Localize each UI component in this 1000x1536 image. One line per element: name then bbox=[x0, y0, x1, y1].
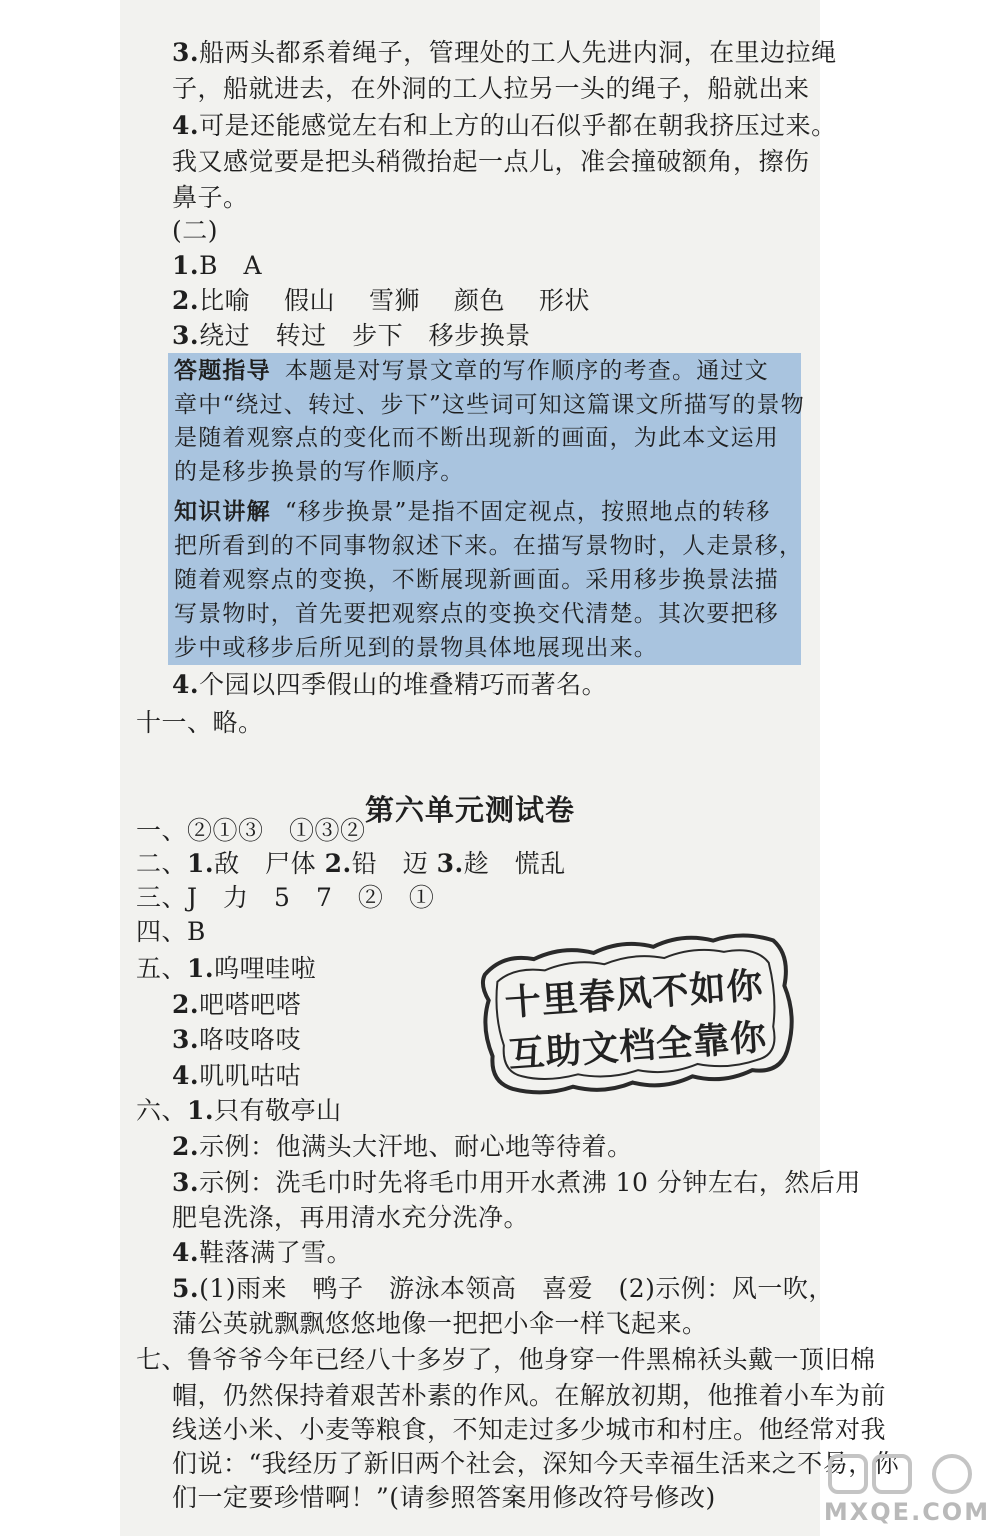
item-number: 4. bbox=[172, 1238, 200, 1267]
guide-tag: 答题指导 bbox=[174, 358, 271, 384]
item-text: 蒲公英就飘飘悠悠地像一把把小伞一样飞起来。 bbox=[172, 1309, 708, 1338]
question-mark: 六、 bbox=[136, 1096, 188, 1125]
guide-line bbox=[174, 355, 769, 388]
answer-line bbox=[172, 1379, 886, 1413]
guide-text: 章中“绕过、转过、步下”这些词可知这篇课文所描写的景物 bbox=[174, 392, 805, 418]
watermark-icon bbox=[822, 1450, 992, 1500]
item-number: 3. bbox=[172, 321, 200, 350]
item-text: 鲁爷爷今年已经八十多岁了，他身穿一件黑棉袄头戴一顶旧棉 bbox=[187, 1345, 876, 1374]
knowledge-text: 把所看到的不同事物叙述下来。在描写景物时，人走景移， bbox=[174, 533, 804, 559]
question-mark: 四、 bbox=[136, 917, 188, 946]
answer-line bbox=[172, 1166, 861, 1200]
item-text: 呜哩哇啦 bbox=[214, 954, 317, 983]
guide-line bbox=[174, 456, 464, 489]
item-text: 叽叽咕咕 bbox=[199, 1061, 302, 1090]
answer-line bbox=[136, 881, 434, 915]
guide-line bbox=[174, 389, 805, 422]
item-text: 敌 尸体 bbox=[214, 849, 325, 878]
item-number: 5. bbox=[172, 1274, 200, 1303]
item-text: 可是还能感觉左右和上方的山石似乎都在朝我挤压过来。 bbox=[199, 111, 837, 140]
knowledge-line bbox=[174, 496, 771, 529]
knowledge-text: 随着观察点的变换，不断展现新画面。采用移步换景法描 bbox=[174, 567, 779, 593]
item-text: 绕过 转过 步下 移步换景 bbox=[199, 321, 531, 350]
part-two-item bbox=[172, 249, 262, 283]
item-number: 2. bbox=[172, 1132, 200, 1161]
item-text: 船两头都系着绳子，管理处的工人先进内洞，在里边拉绳 bbox=[199, 38, 837, 67]
guide-text: 本题是对写景文章的写作顺序的考查。通过文 bbox=[284, 358, 769, 384]
item-text: 们一定要珍惜啊！”(请参照答案用修改符号修改) bbox=[172, 1483, 716, 1512]
item-text: B A bbox=[199, 251, 263, 280]
answer-line bbox=[136, 1094, 342, 1128]
answer-line bbox=[172, 1447, 899, 1481]
guide-text: 是随着观察点的变化而不断出现新的画面，为此本文运用 bbox=[174, 425, 779, 451]
item-text: 吧嗒吧嗒 bbox=[199, 990, 302, 1019]
item-text: 示例：他满头大汗地、耐心地等待着。 bbox=[199, 1132, 633, 1161]
item-4: 4.个园以四季假山的堆叠精巧而著名。 bbox=[172, 670, 608, 699]
item-text: 咯吱咯吱 bbox=[199, 1025, 302, 1054]
question-mark: 五、 bbox=[136, 954, 188, 983]
knowledge-text: “移步换景”是指不固定视点，按照地点的转移 bbox=[284, 499, 771, 525]
answer-line bbox=[136, 1343, 876, 1377]
upper-line bbox=[172, 181, 249, 215]
knowledge-text: 步中或移步后所见到的景物具体地展现出来。 bbox=[174, 635, 658, 661]
upper-line bbox=[172, 36, 837, 70]
question-mark: 七、 bbox=[136, 1345, 188, 1374]
item-number: 2. bbox=[172, 990, 200, 1019]
watermark-text: MXQE.COM bbox=[823, 1498, 991, 1526]
watermark-logo bbox=[822, 1450, 992, 1530]
answer-line bbox=[172, 1236, 352, 1270]
knowledge-text: 写景物时，首先要把观察点的变换交代清楚。其次要把移 bbox=[174, 601, 779, 627]
knowledge-line bbox=[174, 598, 779, 631]
section-title: 第六单元测试卷 bbox=[364, 793, 575, 827]
knowledge-line bbox=[174, 530, 803, 563]
item-text: 们说：“我经历了新旧两个社会，深知今天幸福生活来之不易，你 bbox=[172, 1449, 900, 1478]
item-number: 3. bbox=[172, 1168, 200, 1197]
item-text: 只有敬亭山 bbox=[214, 1096, 342, 1125]
answer-line bbox=[136, 814, 366, 848]
upper-line bbox=[172, 145, 810, 179]
answer-line bbox=[172, 1130, 633, 1164]
item-number: 2. bbox=[324, 849, 352, 878]
answer-line bbox=[172, 1481, 716, 1515]
item-text: 趁 慌乱 bbox=[463, 849, 566, 878]
question-mark: 二、 bbox=[136, 849, 188, 878]
item-number: 1. bbox=[187, 954, 215, 983]
part-two-item bbox=[172, 319, 531, 353]
guide-line bbox=[174, 422, 779, 455]
part-two-header bbox=[172, 214, 218, 248]
question-mark: 一、 bbox=[136, 816, 188, 845]
upper-line bbox=[172, 109, 837, 143]
knowledge-line bbox=[174, 564, 779, 597]
item-text: 我又感觉要是把头稍微抬起一点儿，准会撞破额角，擦伤 bbox=[172, 147, 810, 176]
knowledge-tag: 知识讲解 bbox=[174, 499, 271, 525]
item-11: 十一、略。 bbox=[136, 708, 264, 737]
item-number: 3. bbox=[436, 849, 464, 878]
answer-line bbox=[172, 1059, 301, 1093]
item-text: (1)雨来 鸭子 游泳本领高 喜爱 (2)示例：风一吹， bbox=[199, 1274, 834, 1303]
item-number: 1. bbox=[187, 1096, 215, 1125]
part-header: (二) bbox=[172, 216, 219, 245]
stamp-line-1: 十里春风不如你 bbox=[503, 965, 765, 1025]
stamp-line-2: 互助文档全靠你 bbox=[507, 1017, 769, 1077]
item-text: 线送小米、小麦等粮食，不知走过多少城市和村庄。他经常对我 bbox=[172, 1415, 887, 1444]
answer-line bbox=[136, 847, 566, 881]
item-text: 比喻 假山 雪狮 颜色 形状 bbox=[199, 286, 590, 315]
question-mark: 三、 bbox=[136, 883, 188, 912]
item-number: 2. bbox=[172, 286, 200, 315]
stamp bbox=[473, 925, 803, 1103]
knowledge-line bbox=[174, 632, 658, 665]
item-text: 铅 迈 bbox=[351, 849, 437, 878]
item-number: 4. bbox=[172, 1061, 200, 1090]
item-number: 4. bbox=[172, 111, 200, 140]
item-text: 鞋落满了雪。 bbox=[199, 1238, 353, 1267]
answer-line bbox=[172, 1201, 529, 1235]
answer-line bbox=[172, 1307, 708, 1341]
answer-line bbox=[172, 988, 301, 1022]
part-two-item bbox=[172, 284, 590, 318]
item-number: 1. bbox=[172, 251, 200, 280]
item-text: ②①③ ①③② bbox=[187, 816, 366, 845]
answer-line bbox=[172, 1413, 886, 1447]
item-text: J 力 5 7 ② ① bbox=[187, 883, 435, 912]
item-text: 帽，仍然保持着艰苦朴素的作风。在解放初期，他推着小车为前 bbox=[172, 1381, 887, 1410]
answer-line bbox=[136, 952, 316, 986]
item-text: B bbox=[187, 917, 206, 946]
item-text: 鼻子。 bbox=[172, 183, 249, 212]
item-number: 3. bbox=[172, 38, 200, 67]
item-number: 1. bbox=[187, 849, 215, 878]
answer-line bbox=[136, 915, 206, 949]
upper-line bbox=[172, 72, 810, 106]
answer-line bbox=[172, 1023, 301, 1057]
answer-line bbox=[172, 1272, 834, 1306]
item-number: 3. bbox=[172, 1025, 200, 1054]
item-text: 子，船就进去，在外洞的工人拉另一头的绳子，船就出来 bbox=[172, 74, 810, 103]
item-text: 示例：洗毛巾时先将毛巾用开水煮沸 10 分钟左右，然后用 bbox=[199, 1168, 861, 1197]
item-text: 肥皂洗涤，再用清水充分洗净。 bbox=[172, 1203, 530, 1232]
guide-text: 的是移步换景的写作顺序。 bbox=[174, 459, 465, 485]
